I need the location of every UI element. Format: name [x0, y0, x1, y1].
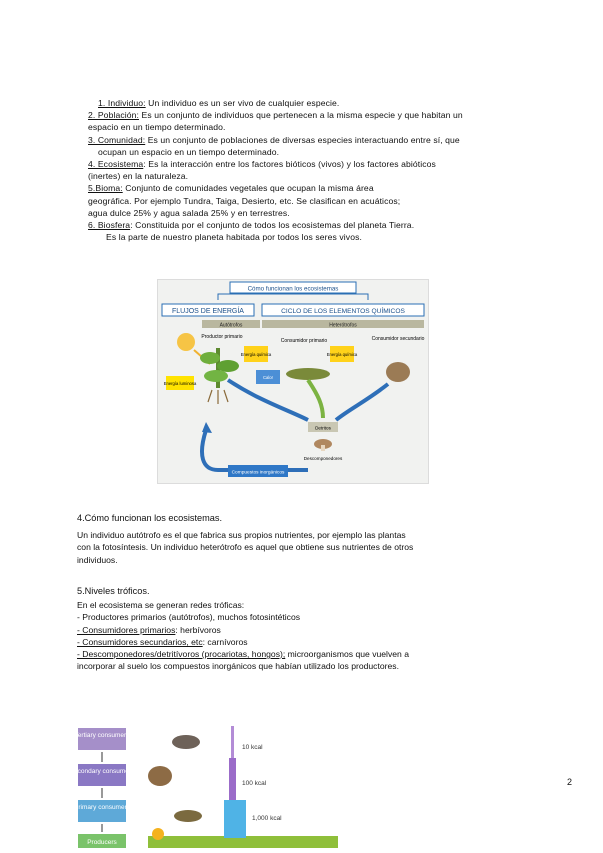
- cycle-arrow-head: [202, 422, 212, 433]
- mouse-icon: [148, 766, 172, 786]
- section4-heading: 4.Cómo funcionan los ecosistemas.: [77, 513, 223, 523]
- detritus-label: Detritos: [315, 425, 331, 431]
- definition-individuo: 1. Individuo: Un individuo es un ser vivo de cualquier especie.: [98, 98, 340, 108]
- section5-heading: 5.Niveles tróficos.: [77, 586, 150, 596]
- decomposers-label: Descomponedores: [303, 456, 343, 461]
- energy-bar-1000: [224, 800, 246, 838]
- flow-arrow-3: [336, 384, 388, 420]
- section-trophic-levels: 5.Niveles tróficos. En el ecosistema se generan redes tróficas: - Productores primarios (autótrofos), muchos fotosintéticos - Consumidores primarios: herbívoros - Consumidores secundarios, etc: carnívoros - Descomponedores/detritívoros (procariotas, hongos); microorganismos que vuelven a incorporar al suelo los compuestos inorgánicos que habían utilizado los productores.: [77, 585, 547, 672]
- inorganic-label: Compuestos inorgánicos: [231, 470, 285, 476]
- definition-biosfera: 6. Biosfera: Constituida por el conjunto de todos los ecosistemas del planeta Tierra.: [88, 220, 415, 231]
- energy-flow-label: FLUJOS DE ENERGÍA: [172, 308, 244, 315]
- primary-label: Primary consumers: [74, 804, 130, 811]
- energy-pyramid-figure: [69, 718, 338, 848]
- diagram-title: Cómo funcionan los ecosistemas: [247, 285, 339, 293]
- definitions-list: 1. Individuo: Un individuo es un ser vivo de cualquier especie. 2. Población: Es un conjunto de individuos que pertenecen a la misma especie y que habitan un espacio en un tiempo determinado. 3. Comunidad: Es un conjunto de poblaciones de diversas especies interactuando entre sí, que ocupan un espacio en un tiempo determinado. 4. Ecosistema: Es la interacción entre los factores bióticos (vivos) y los factores abióticos (inertes) en la naturaleza. 5.Bioma: Conjunto de comunidades vegetales que ocupan la misma área geográfica. Por ejemplo Tundra, Taiga, Desierto, etc. Se clasifican en acuáticos; agua dulce 25% y agua salada 25% y en terrestres. 6. Biosfera: Constituida por el conjunto de todos los ecosistemas del planeta Tierra. Es la parte de nuestro planeta habitada por todos los seres vivos.: [88, 97, 568, 243]
- plant-leaf-icon-2: [217, 360, 239, 372]
- tertiary-label: Tertiary consumers: [74, 732, 130, 739]
- secondary-consumer-label: Consumidor secundario: [371, 336, 425, 342]
- chem-energy-label-1: Energía química: [240, 352, 272, 357]
- secondary-label: Secondary consumers: [69, 768, 135, 775]
- ecosystem-diagram: [157, 279, 429, 484]
- caterpillar-icon: [286, 368, 330, 380]
- plant-leaf-icon: [200, 352, 220, 364]
- diagram-bracket: [218, 294, 368, 300]
- ecosystem-diagram-svg: [158, 280, 428, 483]
- producers-label: Producers: [87, 839, 117, 846]
- definition-ecosistema: 4. Ecosistema: Es la interacción entre los factores bióticos (vivos) y los factores abióticos: [88, 159, 436, 170]
- energy-label-100: 100 kcal: [242, 780, 267, 787]
- mouse-icon: [386, 362, 410, 382]
- section-ecosystem-function: 4.Cómo funcionan los ecosistemas. Un individuo autótrofo es el que fabrica sus propios nutrientes, por ejemplo las plantas con la fotosíntesis. Un individuo heterótrofo es aquel que obtiene sus nutrientes de otros individuos.: [77, 512, 537, 566]
- primary-consumer-label: Consumidor primario: [280, 338, 328, 344]
- chem-energy-label-2: Energía química: [326, 352, 358, 357]
- plant-roots: [208, 390, 228, 404]
- definition-poblacion: 2. Población: Es un conjunto de individuos que pertenecen a la misma especie y que habitan un: [88, 110, 463, 121]
- primary-producer-label: Productor primario: [201, 334, 243, 340]
- plant-leaf-icon-3: [204, 370, 228, 382]
- cycle-arrow: [202, 430, 308, 470]
- heterotrophs-label: Heterótrofos: [329, 322, 357, 329]
- flow-arrow-2: [308, 380, 323, 418]
- snake-icon: [172, 735, 200, 749]
- solar-energy-label: Energía luminosa: [163, 381, 197, 386]
- energy-label-1000: 1,000 kcal: [252, 815, 282, 822]
- energy-pyramid-svg: [69, 718, 338, 848]
- flow-arrow-1: [228, 380, 308, 420]
- mushroom-stem: [321, 445, 325, 451]
- page-number: 2: [567, 777, 573, 787]
- definition-comunidad: 3. Comunidad: Es un conjunto de poblaciones de diversas especies interactuando entre sí, que: [88, 134, 460, 145]
- energy-label-10: 10 kcal: [242, 744, 263, 751]
- flower-icon: [152, 828, 164, 840]
- chem-cycle-label: CICLO DE LOS ELEMENTOS QUÍMICOS: [281, 308, 405, 315]
- sun-icon: [177, 333, 195, 351]
- definition-bioma: 5.Bioma: Conjunto de comunidades vegetales que ocupan la misma área: [88, 183, 374, 194]
- autotrophs-label: Autótrofos: [219, 322, 243, 329]
- heat-label: Calor: [262, 375, 274, 380]
- grasshopper-icon: [174, 810, 202, 822]
